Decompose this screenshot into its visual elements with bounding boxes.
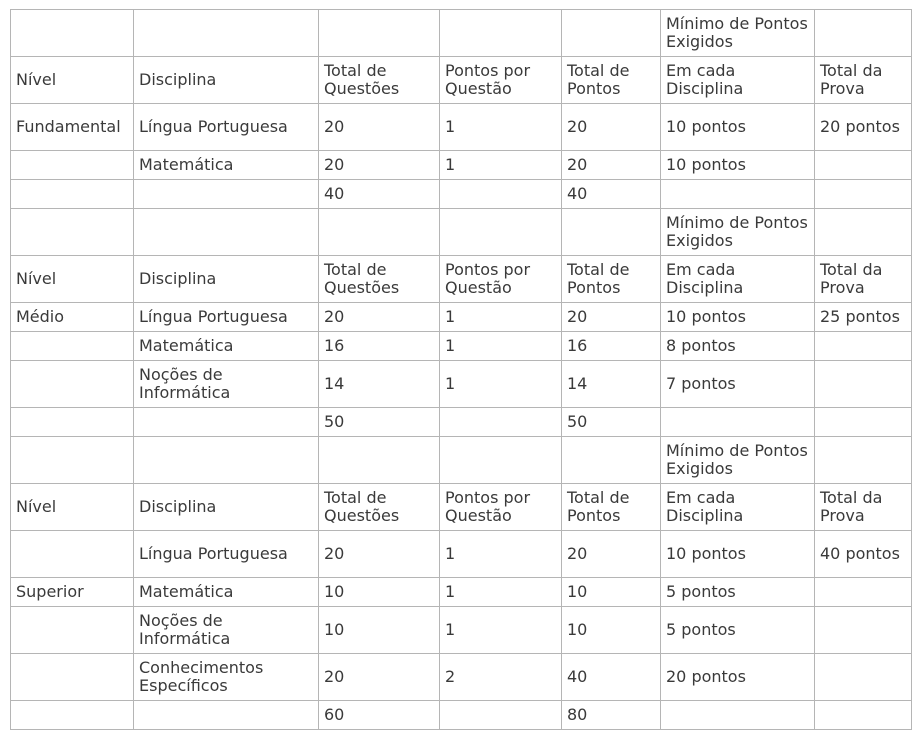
table-cell	[11, 10, 134, 57]
table-cell: Superior	[11, 578, 134, 607]
table-cell: Língua Portuguesa	[134, 303, 319, 332]
table-cell: 20	[562, 531, 661, 578]
table-cell: 1	[440, 607, 562, 654]
table-cell	[134, 408, 319, 437]
table-cell	[134, 701, 319, 730]
table-row	[11, 578, 912, 607]
table-cell	[11, 437, 134, 484]
exam-points-table	[10, 9, 912, 730]
table-row	[11, 332, 912, 361]
table-cell	[134, 209, 319, 256]
table-cell	[11, 654, 134, 701]
table-cell: 7 pontos	[661, 361, 815, 408]
table-cell	[815, 701, 912, 730]
table-header-row	[11, 57, 912, 104]
table-cell	[815, 408, 912, 437]
table-row	[11, 303, 912, 332]
table-cell	[815, 332, 912, 361]
table-cell	[815, 578, 912, 607]
minimum-points-heading: Mínimo de Pontos Exigidos	[661, 209, 815, 256]
table-cell	[11, 209, 134, 256]
table-cell: Fundamental	[11, 104, 134, 151]
column-header: Pontos por Questão	[440, 484, 562, 531]
table-cell	[319, 437, 440, 484]
column-header: Disciplina	[134, 57, 319, 104]
table-cell	[661, 701, 815, 730]
column-header: Disciplina	[134, 484, 319, 531]
table-cell: 10	[562, 578, 661, 607]
column-header: Em cada Disciplina	[661, 484, 815, 531]
table-cell: 50	[562, 408, 661, 437]
table-cell	[815, 180, 912, 209]
column-header: Total de Pontos	[562, 484, 661, 531]
column-header: Total da Prova	[815, 484, 912, 531]
table-cell	[440, 701, 562, 730]
column-header: Total de Questões	[319, 484, 440, 531]
table-cell: Noções de Informática	[134, 361, 319, 408]
table-cell: 14	[562, 361, 661, 408]
table-cell	[815, 607, 912, 654]
table-cell: 60	[319, 701, 440, 730]
table-cell: 20	[562, 104, 661, 151]
table-total-row	[11, 408, 912, 437]
table-title-row	[11, 10, 912, 57]
table-cell	[11, 408, 134, 437]
table-cell: 10	[319, 607, 440, 654]
column-header: Total da Prova	[815, 256, 912, 303]
table-row	[11, 654, 912, 701]
table-cell: 16	[319, 332, 440, 361]
table-cell: 40	[562, 654, 661, 701]
table-cell: 16	[562, 332, 661, 361]
table-cell	[11, 361, 134, 408]
table-cell	[134, 437, 319, 484]
column-header: Nível	[11, 57, 134, 104]
table-cell: Noções de Informática	[134, 607, 319, 654]
table-header-row	[11, 484, 912, 531]
column-header: Em cada Disciplina	[661, 57, 815, 104]
column-header: Pontos por Questão	[440, 57, 562, 104]
table-cell	[661, 180, 815, 209]
table-cell: 2	[440, 654, 562, 701]
table-cell: 1	[440, 151, 562, 180]
table-cell: 50	[319, 408, 440, 437]
table-cell	[440, 209, 562, 256]
table-cell: 1	[440, 332, 562, 361]
table-cell: 10	[319, 578, 440, 607]
column-header: Total de Questões	[319, 57, 440, 104]
table-cell	[562, 437, 661, 484]
table-cell: 10	[562, 607, 661, 654]
table-cell	[11, 180, 134, 209]
table-cell: 1	[440, 104, 562, 151]
column-header: Total de Pontos	[562, 256, 661, 303]
table-cell	[319, 209, 440, 256]
table-cell	[440, 408, 562, 437]
table-cell: 10 pontos	[661, 303, 815, 332]
table-cell	[11, 701, 134, 730]
table-cell: 20	[319, 654, 440, 701]
table-title-row	[11, 437, 912, 484]
column-header: Disciplina	[134, 256, 319, 303]
table-cell: 25 pontos	[815, 303, 912, 332]
table-cell	[815, 10, 912, 57]
table-cell	[134, 10, 319, 57]
table-cell	[562, 209, 661, 256]
table-total-row	[11, 180, 912, 209]
table-cell	[11, 332, 134, 361]
table-cell	[11, 531, 134, 578]
table-cell: 1	[440, 303, 562, 332]
table-cell: 20 pontos	[815, 104, 912, 151]
minimum-points-heading: Mínimo de Pontos Exigidos	[661, 10, 815, 57]
table-cell	[440, 180, 562, 209]
table-cell: 20	[562, 303, 661, 332]
column-header: Total de Questões	[319, 256, 440, 303]
table-cell	[815, 654, 912, 701]
table-cell	[11, 607, 134, 654]
table-cell: 1	[440, 361, 562, 408]
table-cell	[815, 437, 912, 484]
table-cell: Médio	[11, 303, 134, 332]
table-cell: Matemática	[134, 332, 319, 361]
table-cell	[661, 408, 815, 437]
table-row	[11, 607, 912, 654]
table-cell: 8 pontos	[661, 332, 815, 361]
table-cell: 1	[440, 578, 562, 607]
column-header: Total da Prova	[815, 57, 912, 104]
table-cell	[319, 10, 440, 57]
table-cell	[11, 151, 134, 180]
table-cell: 20	[319, 531, 440, 578]
column-header: Nível	[11, 484, 134, 531]
table-row	[11, 361, 912, 408]
table-title-row	[11, 209, 912, 256]
table-row	[11, 151, 912, 180]
table-cell: Língua Portuguesa	[134, 104, 319, 151]
table-cell: 40	[562, 180, 661, 209]
table-row	[11, 104, 912, 151]
table-cell: Língua Portuguesa	[134, 531, 319, 578]
table-cell: 10 pontos	[661, 531, 815, 578]
table-cell	[562, 10, 661, 57]
column-header: Em cada Disciplina	[661, 256, 815, 303]
table-cell: 10 pontos	[661, 151, 815, 180]
table-cell: 5 pontos	[661, 607, 815, 654]
column-header: Nível	[11, 256, 134, 303]
table-header-row	[11, 256, 912, 303]
table-cell: 20	[562, 151, 661, 180]
table-cell: 5 pontos	[661, 578, 815, 607]
table-cell: 80	[562, 701, 661, 730]
table-cell: 40 pontos	[815, 531, 912, 578]
table-cell: 20	[319, 303, 440, 332]
table-cell: 20	[319, 104, 440, 151]
table-cell: 10 pontos	[661, 104, 815, 151]
minimum-points-heading: Mínimo de Pontos Exigidos	[661, 437, 815, 484]
table-cell	[134, 180, 319, 209]
table-cell	[815, 151, 912, 180]
table-cell: 1	[440, 531, 562, 578]
table-cell: 20	[319, 151, 440, 180]
table-cell: Matemática	[134, 578, 319, 607]
table-cell	[815, 209, 912, 256]
table-cell: Matemática	[134, 151, 319, 180]
table-cell	[440, 437, 562, 484]
table-cell	[815, 361, 912, 408]
table-cell: 20 pontos	[661, 654, 815, 701]
table-cell	[440, 10, 562, 57]
table-cell: Conhecimentos Específicos	[134, 654, 319, 701]
table-cell: 40	[319, 180, 440, 209]
table-cell: 14	[319, 361, 440, 408]
table-total-row	[11, 701, 912, 730]
table-row	[11, 531, 912, 578]
column-header: Total de Pontos	[562, 57, 661, 104]
column-header: Pontos por Questão	[440, 256, 562, 303]
